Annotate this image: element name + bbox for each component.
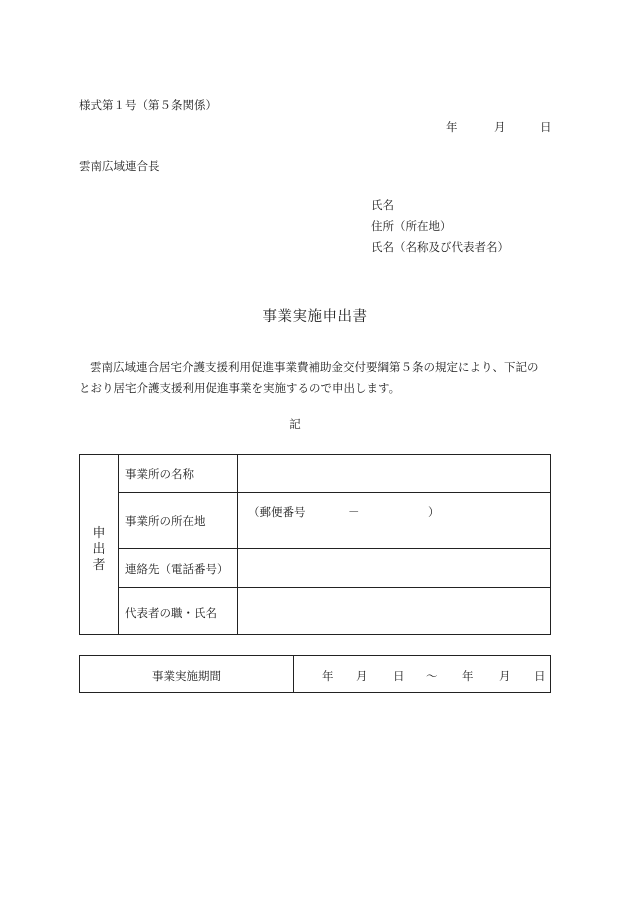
applicant-side-label xyxy=(80,526,118,574)
representative-label: 代表者の職・氏名 xyxy=(125,606,217,620)
business-name-label: 事業所の名称 xyxy=(125,467,194,481)
body-text xyxy=(79,357,552,399)
side-label-char: 者 xyxy=(92,558,106,573)
applicant-address-label: 住所（所在地） xyxy=(371,219,452,233)
applicant-table xyxy=(79,454,551,635)
postal-code-dash: － xyxy=(348,505,360,519)
body-line-2: とおり居宅介護支援利用促進事業を実施するので申出します。 xyxy=(79,381,401,395)
document-title: 事業実施申出書 xyxy=(262,309,368,325)
table-divider xyxy=(118,455,119,634)
date-day-label: 日 xyxy=(540,120,552,134)
period-label: 事業実施期間 xyxy=(152,669,221,683)
postal-code-close: ） xyxy=(428,505,440,519)
period-start-day: 日 xyxy=(393,669,405,683)
ki-heading: 記 xyxy=(289,417,301,431)
date-year-label: 年 xyxy=(446,120,458,134)
recipient: 雲南広域連合長 xyxy=(79,159,160,173)
form-number: 様式第１号（第５条関係） xyxy=(79,98,217,112)
postal-code-label: （郵便番号 xyxy=(248,505,306,519)
period-start-year: 年 xyxy=(322,669,334,683)
date-month-label: 月 xyxy=(494,120,506,134)
period-end-month: 月 xyxy=(499,669,511,683)
period-end-year: 年 xyxy=(462,669,474,683)
period-table xyxy=(79,655,551,693)
table-divider xyxy=(293,656,294,692)
period-separator: ～ xyxy=(426,669,438,683)
applicant-representative-label: 氏名（名称及び代表者名） xyxy=(371,240,509,254)
period-start-month: 月 xyxy=(356,669,368,683)
business-address-field[interactable] xyxy=(238,493,550,548)
body-line-1: 雲南広域連合居宅介護支援利用促進事業費補助金交付要綱第５条の規定により、下記の xyxy=(90,360,539,374)
period-end-day: 日 xyxy=(534,669,546,683)
business-name-field[interactable] xyxy=(238,455,550,492)
contact-phone-field[interactable] xyxy=(238,549,550,587)
representative-field[interactable] xyxy=(238,588,550,634)
side-label-char: 出 xyxy=(92,542,106,557)
business-address-label: 事業所の所在地 xyxy=(125,514,206,528)
contact-phone-label: 連絡先（電話番号） xyxy=(125,562,229,576)
applicant-name-label: 氏名 xyxy=(371,198,394,212)
side-label-char: 申 xyxy=(92,526,106,541)
